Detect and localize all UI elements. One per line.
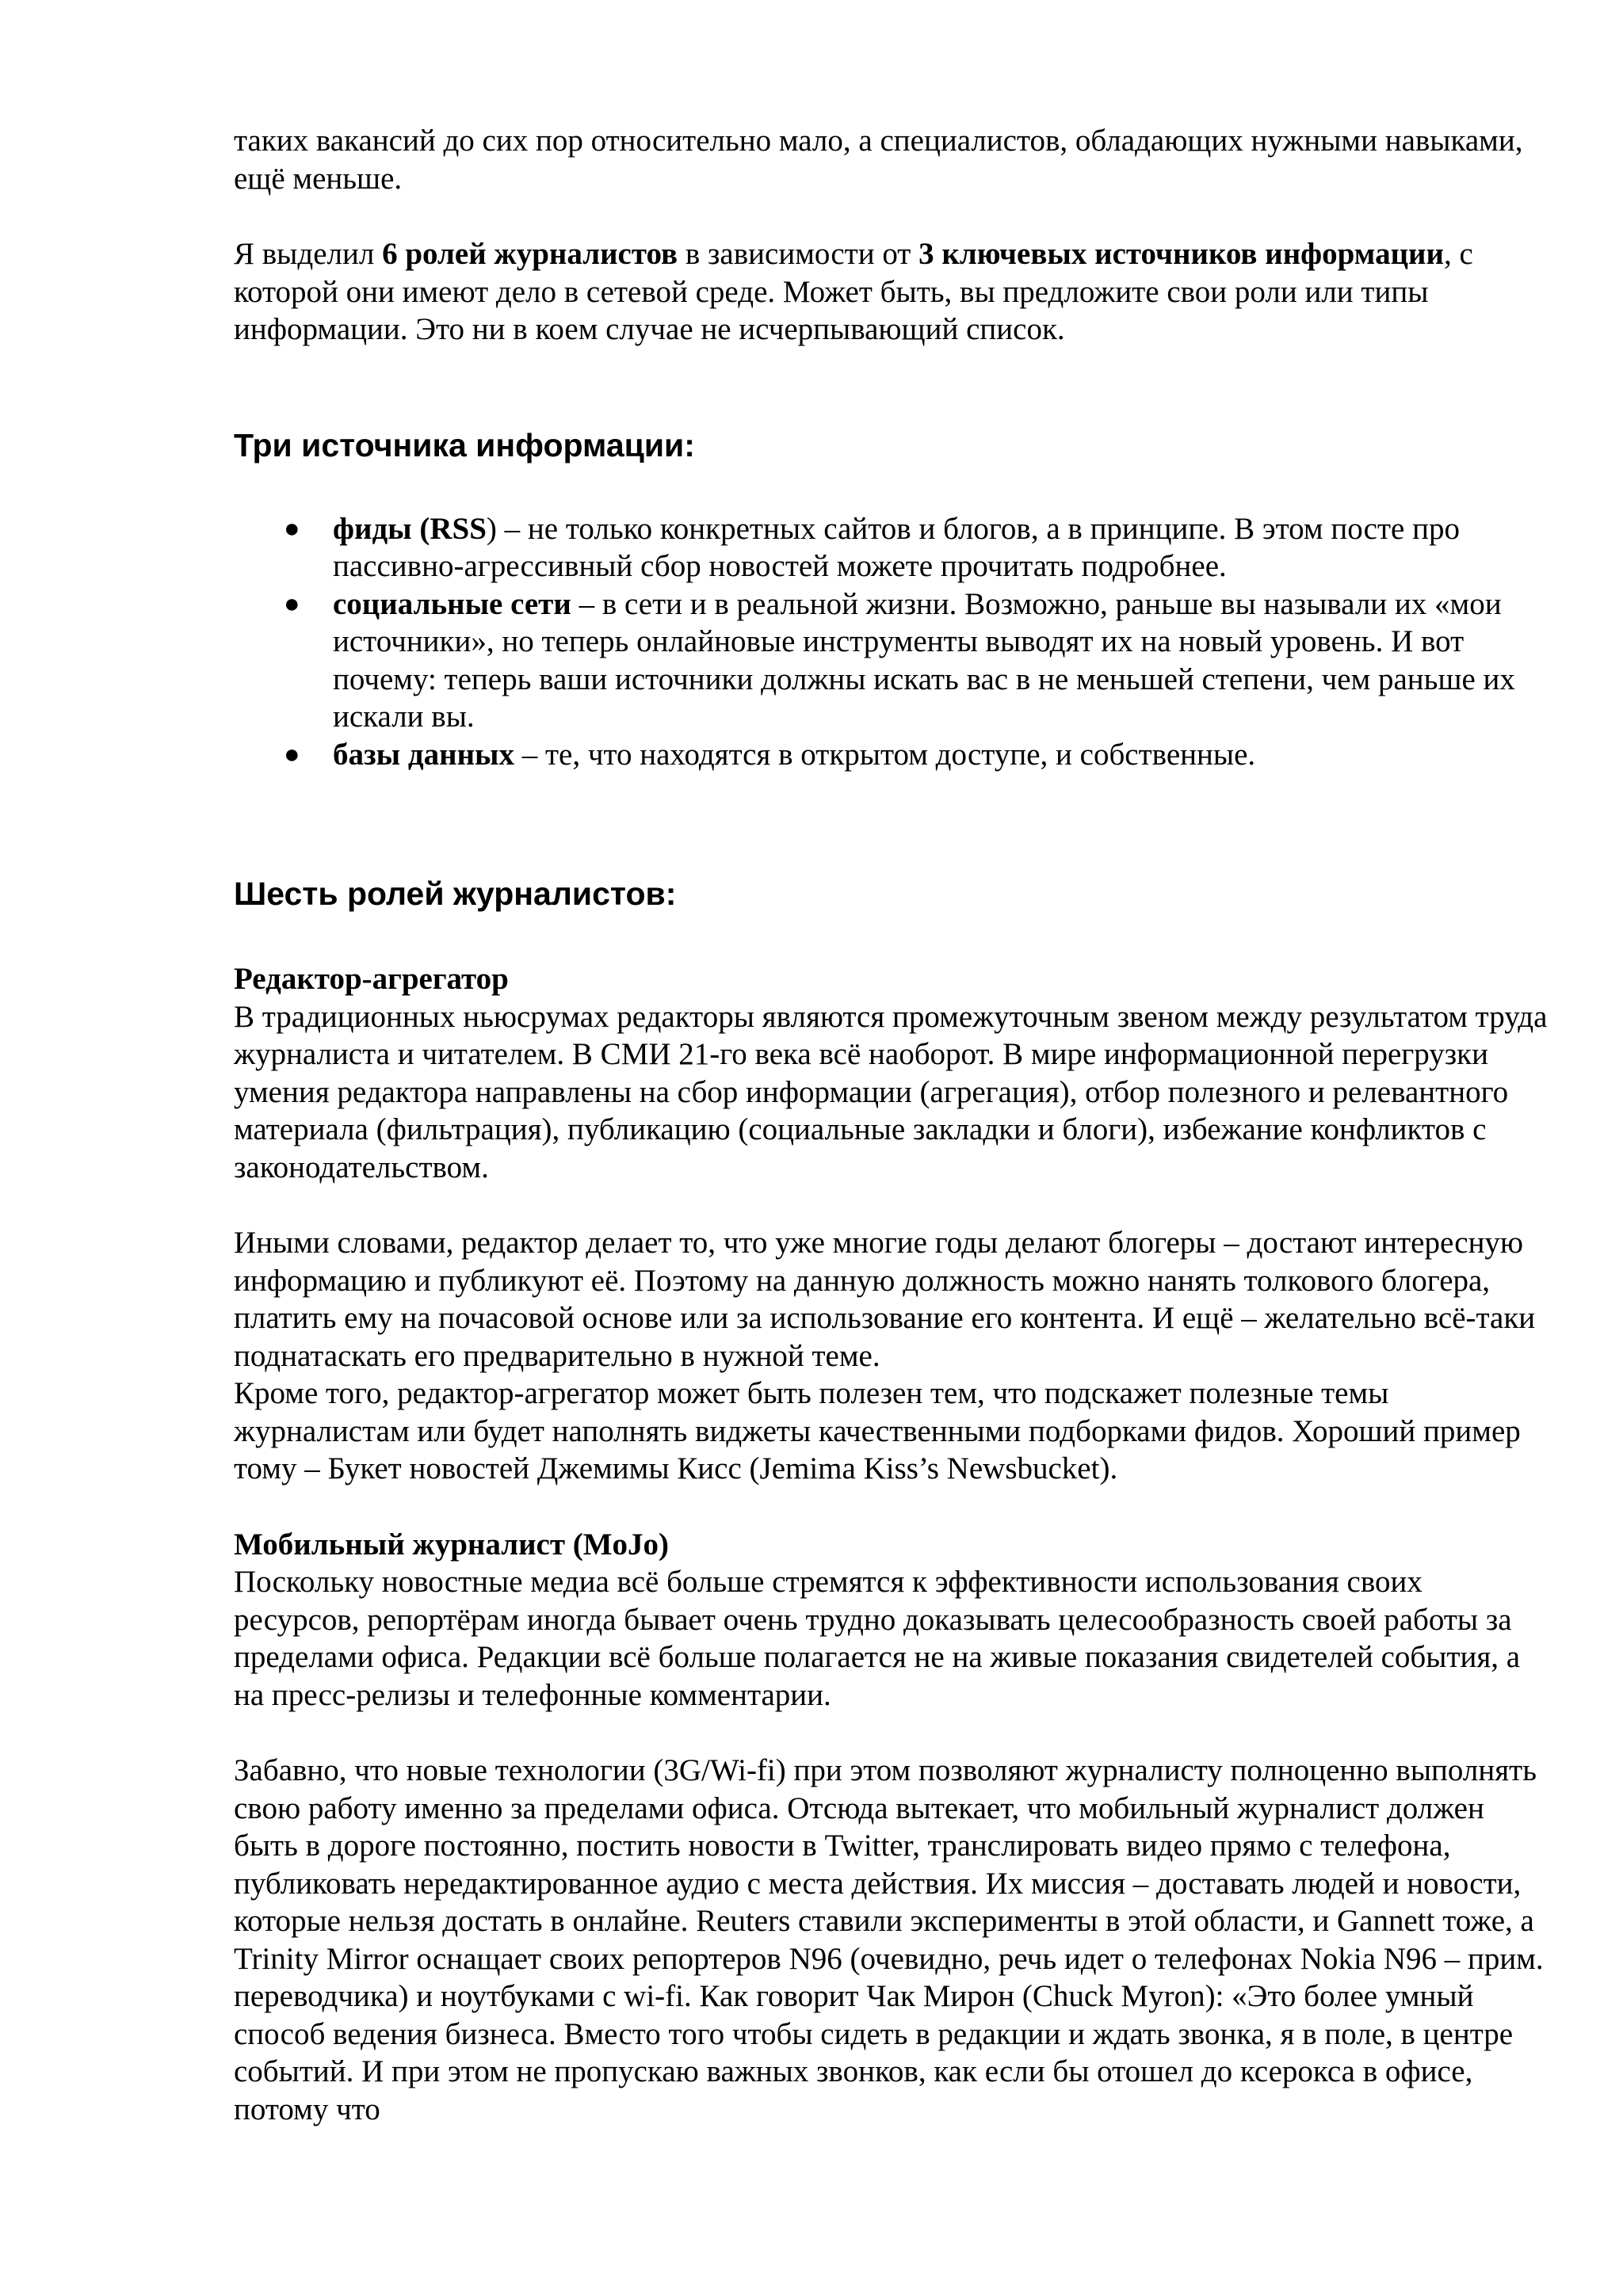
bullet-icon: ● [284,513,300,543]
mobile-journalist-title: Мобильный журналист (MoJo) [234,1527,670,1562]
editor-aggregator-title: Редактор-агрегатор [234,962,509,996]
bullet-icon: ● [284,739,300,769]
sources-heading: Три источника информации: [234,426,695,463]
roles-intro-paragraph [234,235,1549,349]
bullet-icon: ● [284,589,300,619]
list-item [284,736,1549,774]
list-item-text: – в сети и в реальной жизни. Возможно, раньше вы называли их «мои источники», но теперь онлайновые инструменты выводят их на новый уровень. И вот почему: теперь ваши источники должны искать вас в не меньшей степени, чем раньше их искали вы. [333,586,1515,734]
editor-aggregator-paragraph: В традиционных ньюсрумах редакторы являются промежуточным звеном между результатом труда журналиста и читателем. В СМИ 21-го века всё наоборот. В мире информационной перегрузки умения редактора направлены на сбор информации (агрегация), отбор полезного и релевантного материала (фильтрация), публикацию (социальные закладки и блоги), избежание конфликтов с законодательством. [234,999,1548,1184]
roles-intro-text: в зависимости от [678,237,919,271]
editor-aggregator-paragraph: Кроме того, редактор-агрегатор может быть полезен тем, что подскажет полезные темы журналистам или будет наполнять виджеты качественными подборками фидов. Хороший пример тому – Букет новостей Джемимы Кисс (Jemima Kiss’s Newsbucket). [234,1376,1521,1486]
roles-heading: Шесть ролей журналистов: [234,875,677,912]
roles-intro-bold-roles: 6 ролей журналистов [382,237,678,271]
list-item-bold: фиды (RSS [333,511,487,546]
roles-intro-text: Я выделил [234,237,383,271]
list-item [284,585,1549,736]
editor-aggregator-paragraph: Иными словами, редактор делает то, что уже многие годы делают блогеры – достают интересную информацию и публикуют её. Поэтому на данную должность можно нанять толкового блогера, платить ему на почасовой основе или за использование его контента. И ещё – желательно всё-таки поднатаскать его предварительно в нужной теме. [234,1226,1536,1373]
intro-paragraph: таких вакансий до сих пор относительно мало, а специалистов, обладающих нужными навыками, ещё меньше. [234,124,1523,196]
list-item-bold: базы данных [333,737,514,772]
list-item-text: – те, что находятся в открытом доступе, и собственные. [514,737,1256,772]
list-item-text: ) – не только конкретных сайтов и блогов, а в принципе. В этом посте про пассивно-агрессивный сбор новостей можете прочитать подробнее. [333,511,1460,583]
mobile-journalist-paragraph: Забавно, что новые технологии (3G/Wi-fi) при этом позволяют журналисту полноценно выполнять свою работу именно за пределами офиса. Отсюда вытекает, что мобильный журналист должен быть в дороге постоянно, постить новости в Twitter, транслировать видео прямо с телефона, публиковать нередактированное аудио с места действия. Их миссия – доставать людей и новости, которые нельзя достать в онлайне. Reuters ставили эксперименты в этой области, и Gannett тоже, а Trinity Mirror оснащает своих репортеров N96 (очевидно, речь идет о телефонах Nokia N96 – прим. переводчика) и ноутбуками с wi-fi. Как говорит Чак Мирон (Chuck Myron): «Это более умный способ ведения бизнеса. Вместо того чтобы сидеть в редакции и ждать звонка, я в поле, в центре событий. И при этом не пропускаю важных звонков, как если бы отошел до ксерокса в офисе, потому что [234,1753,1544,2126]
document-body [234,122,1549,2128]
sources-list [234,510,1549,774]
mobile-journalist-paragraph: Поскольку новостные медиа всё больше стремятся к эффективности использования своих ресурсов, репортёрам иногда бывает очень трудно доказывать целесообразность своей работы за пределами офиса. Редакции всё больше полагается не на живые показания свидетелей события, а на пресс-релизы и телефонные комментарии. [234,1565,1521,1712]
roles-intro-text: , с которой они имеют дело в сетевой среде. Может быть, вы предложите свои роли или типы информации. Это ни в коем случае не исчерпывающий список. [234,237,1473,346]
list-item [284,510,1549,585]
list-item-bold: социальные сети [333,586,571,621]
roles-intro-bold-sources: 3 ключевых источников информации [918,237,1444,271]
